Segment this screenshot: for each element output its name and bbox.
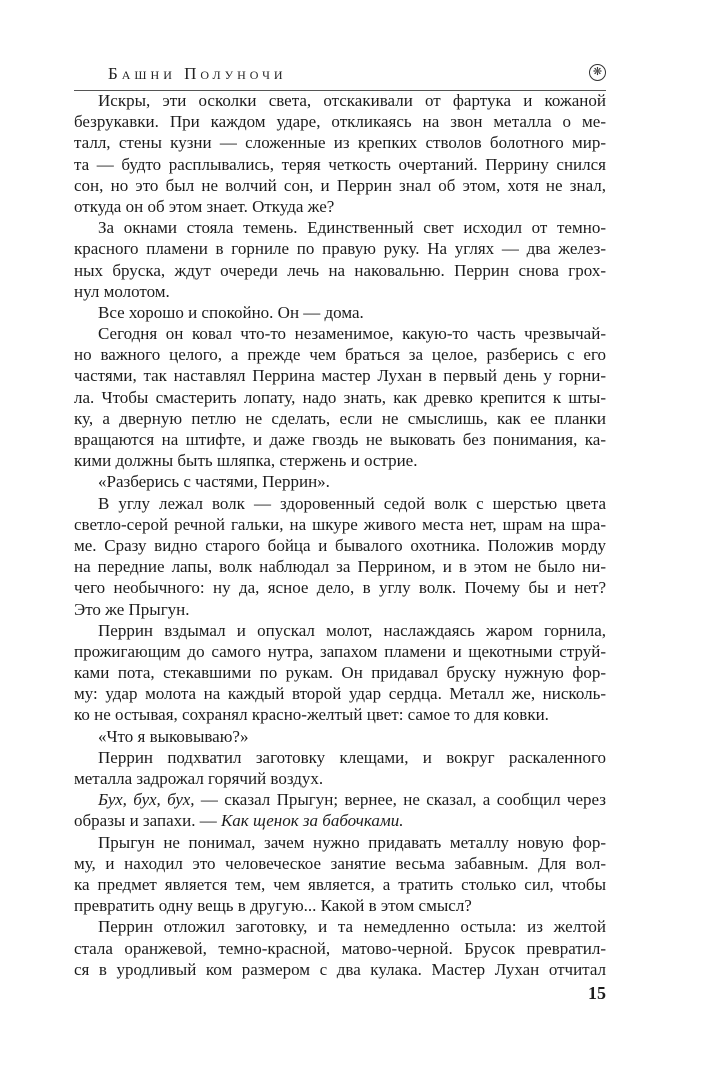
text-segment: ся в уродливый ком размером с два кулака. Мастер Лухан отчитал [74, 959, 606, 979]
text-segment: — сказал Прыгун; вернее, не сказал, а сообщил через [194, 790, 606, 810]
text-segment: металла задрожал горячий воздух. [74, 769, 324, 788]
text-line [74, 853, 606, 874]
text-line [74, 704, 606, 725]
italic-text: Бух, бух, бух, [98, 790, 195, 810]
text-segment: Перрин подхватил заготовку клещами, и вокруг раскаленного [98, 747, 606, 767]
text-line [74, 874, 606, 895]
text-segment: талл, стены кузни — сложенные из крепких стволов болотного мир- [74, 133, 606, 153]
text-line [74, 514, 606, 535]
text-line [74, 365, 606, 386]
text-segment: ка предмет является тем, чем является, а тратить столько сил, чтобы [74, 874, 606, 894]
text-segment: красного пламени в горниле по правую руку. На углях — два желез- [74, 239, 606, 259]
text-segment: ку, а дверную петлю не сделать, если не смыслишь, как ее планки [74, 408, 606, 428]
text-line [74, 535, 606, 556]
text-line [74, 641, 606, 662]
running-header [74, 60, 606, 91]
text-line [74, 132, 606, 153]
page-number: 15 [588, 983, 606, 1003]
text-segment: Это же Прыгун. [74, 599, 190, 619]
text-segment: сон, но это был не волчий сон, и Перрин знал об этом, хотя не знал, [74, 175, 606, 195]
text-segment: Прыгун не понимал, зачем нужно придавать металлу новую фор- [98, 832, 606, 852]
text-line [74, 662, 606, 683]
text-line [74, 810, 606, 831]
text-line [74, 323, 606, 344]
text-line [74, 620, 606, 641]
text-line [74, 90, 606, 111]
text-segment: ками пота, стекавшими по рукам. Он придавал бруску нужную фор- [74, 663, 606, 683]
text-line [74, 747, 606, 768]
text-line [74, 916, 606, 937]
text-segment: та — будто расплывались, теряя четкость очертаний. Перрину снился [74, 154, 606, 174]
text-line [74, 450, 606, 471]
text-segment: Сегодня он ковал что-то незаменимое, какую-то часть чрезвычай- [98, 324, 606, 344]
text-line [74, 895, 606, 916]
text-segment: светло-серой речной гальки, на шкуре живого места нет, шрам на шра- [74, 514, 606, 534]
text-segment: Перрин вздымал и опускал молот, наслаждаясь жаром горнила, [98, 620, 606, 640]
text-segment: Все хорошо и спокойно. Он — дома. [98, 302, 364, 322]
text-line [74, 556, 606, 577]
text-segment: прожигающим до самого нутра, запахом пламени и щекотными струй- [74, 641, 606, 661]
text-line [74, 260, 606, 281]
text-segment: стала оранжевой, темно-красной, матово-черной. Брусок превратил- [74, 938, 606, 958]
text-line [74, 344, 606, 365]
text-line [74, 111, 606, 132]
text-line [74, 768, 606, 789]
text-segment: «Что я выковываю?» [98, 726, 249, 746]
text-segment: частями, так наставлял Перрина мастер Лухан в первый день у горни- [74, 366, 606, 386]
text-line [74, 302, 606, 323]
text-segment: но важного целого, а прежде чем браться за целое, разберись с его [74, 345, 606, 365]
text-segment: на передние лапы, волк наблюдал за Перрином, и в этом не было ни- [74, 557, 606, 577]
text-segment: ко не остывая, сохранял красно-желтый цвет: самое то для ковки. [74, 705, 549, 725]
emblem-icon: ❋ [589, 64, 606, 81]
text-line [74, 832, 606, 853]
text-segment: ме. Сразу видно старого бойца и бывалого охотника. Положив морду [74, 535, 606, 555]
text-line [74, 408, 606, 429]
text-segment: ла. Чтобы смастерить лопату, надо знать, как древко крепится к шты- [74, 387, 606, 407]
text-line [74, 599, 606, 620]
text-line [74, 471, 606, 492]
text-line [74, 726, 606, 747]
text-line [74, 683, 606, 704]
text-line [74, 281, 606, 302]
text-segment: В углу лежал волк — здоровенный седой волк с шерстью цвета [98, 493, 606, 513]
text-line [74, 387, 606, 408]
text-segment: нул молотом. [74, 281, 170, 301]
book-title: Башни Полуночи [108, 64, 287, 83]
text-line [74, 493, 606, 514]
text-segment: «Разберись с частями, Перрин». [98, 472, 330, 492]
text-line [74, 217, 606, 238]
text-line [74, 196, 606, 217]
italic-text: Как щенок за бабочками. [220, 811, 404, 831]
text-line [74, 154, 606, 175]
text-segment: кими должны быть шляпка, стержень и острие. [74, 451, 418, 471]
text-line [74, 429, 606, 450]
text-segment: безрукавки. При каждом ударе, откликаясь на звон металла о ме- [74, 112, 606, 132]
body-text [74, 90, 606, 980]
text-segment: превратить одну вещь в другую... Какой в этом смысл? [74, 896, 472, 916]
text-segment: чего необычного: ну да, ясное дело, в углу волк. Почему бы и нет? [74, 578, 606, 598]
text-segment: Искры, эти осколки света, отскакивали от фартука и кожаной [98, 91, 606, 110]
text-segment: ных бруска, ждут очереди лечь на наковальню. Перрин снова грох- [74, 260, 606, 280]
text-segment: вращаются на штифте, и даже гвоздь не выковать без понимания, ка- [74, 430, 606, 449]
text-segment: откуда он об этом знает. Откуда же? [74, 196, 335, 216]
text-line [74, 938, 606, 959]
text-line [74, 577, 606, 598]
text-line [74, 175, 606, 196]
text-line [74, 959, 606, 980]
text-line [74, 789, 606, 810]
text-line [74, 238, 606, 259]
text-segment: Перрин отложил заготовку, и та немедленно остыла: из желтой [98, 917, 606, 937]
text-segment: образы и запахи. — [74, 811, 221, 831]
text-segment: му: удар молота на каждый второй удар сердца. Металл же, нисколь- [74, 684, 606, 704]
text-segment: му, и находил это человеческое занятие весьма забавным. Для вол- [74, 853, 606, 873]
text-segment: За окнами стояла темень. Единственный свет исходил от темно- [98, 218, 606, 238]
